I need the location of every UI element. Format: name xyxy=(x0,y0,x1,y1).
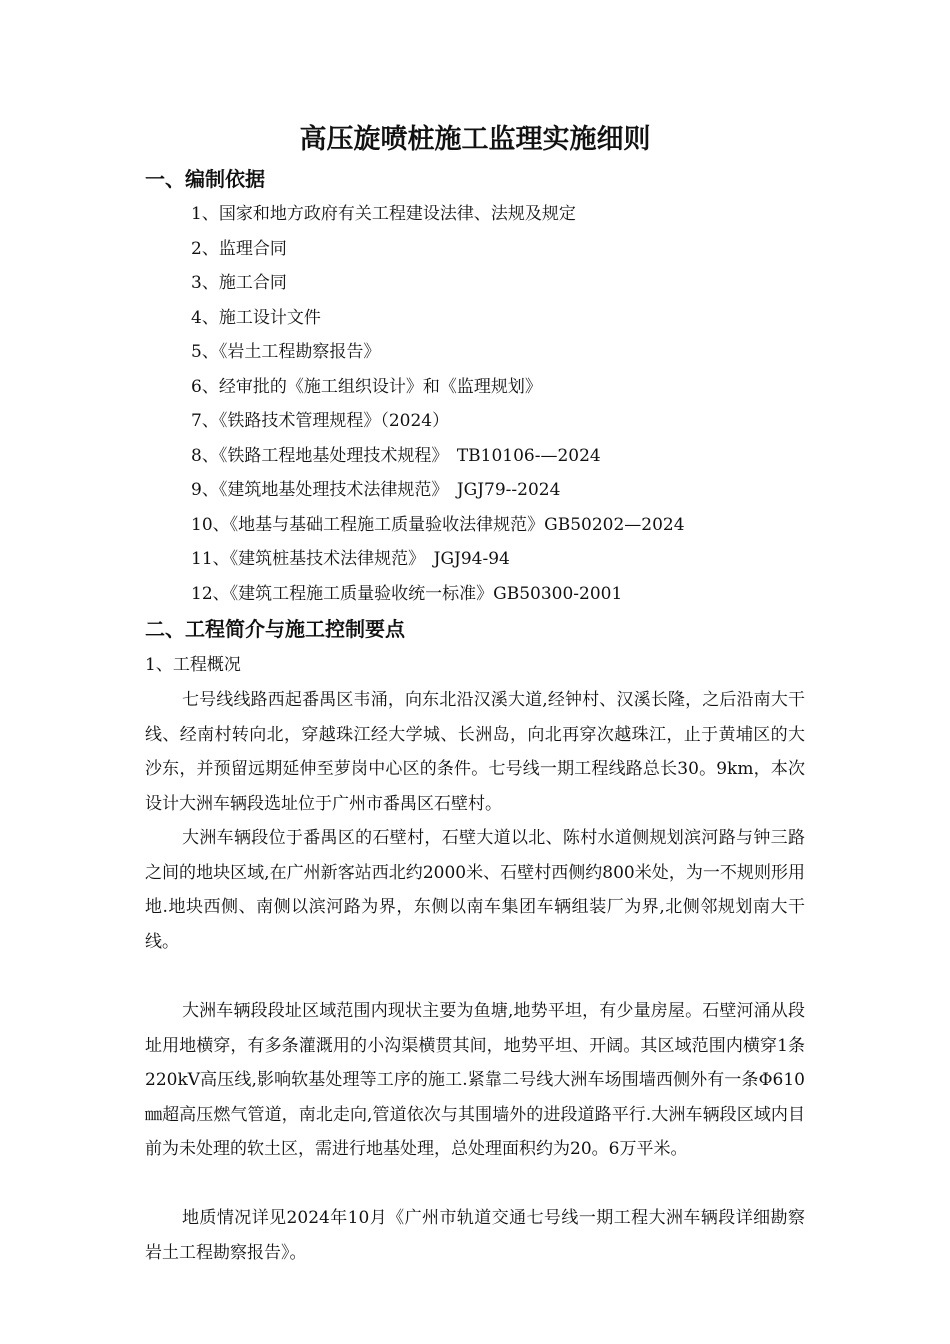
reference-list xyxy=(191,200,685,614)
reference-item: 7、《铁路技术管理规程》（2024） xyxy=(191,411,450,431)
section-heading-basis: 一、编制依据 xyxy=(145,167,265,191)
reference-item: 2、监理合同 xyxy=(191,238,287,259)
paragraph-geology-reference: 地质情况详见2024年10月《广州市轨道交通七号线一期工程大洲车辆段详细勘察岩土工程勘察报告》。 xyxy=(145,1208,805,1263)
reference-item: 8、《铁路工程地基处理技术规程》 TB10106-—2024 xyxy=(191,445,601,466)
paragraph-line-route: 七号线线路西起番禺区韦涌，向东北沿汉溪大道,经钟村、汉溪长隆，之后沿南大干线、经南村转向北，穿越珠江经大学城、长洲岛，向北再穿次越珠江，止于黄埔区的大沙东，并预留远期延伸至萝岗中心区的条件。七号线一期工程线路总长30。9km，本次设计大洲车辆段选址位于广州市番禺区石壁村。 xyxy=(145,690,805,814)
reference-item: 3、施工合同 xyxy=(191,273,287,293)
document-title: 高压旋喷桩施工监理实施细则 xyxy=(299,124,651,155)
section-heading-overview: 二、工程简介与施工控制要点 xyxy=(145,617,405,641)
reference-item: 12、《建筑工程施工质量验收统一标准》GB50300-2001 xyxy=(191,583,623,604)
reference-item: 1、国家和地方政府有关工程建设法律、法规及规定 xyxy=(191,204,576,224)
paragraph-depot-location: 大洲车辆段位于番禺区的石壁村，石壁大道以北、陈村水道侧规划滨河路与钟三路之间的地块区域,在广州新客站西北约2000米、石壁村西侧约800米处，为一不规则形用地.地块西侧、南侧以滨河路为界，东侧以南车集团车辆组装厂为界,北侧邻规划南大干线。 xyxy=(145,828,805,952)
reference-item: 9、《建筑地基处理技术法律规范》 JGJ79--2024 xyxy=(191,480,561,500)
reference-item: 4、施工设计文件 xyxy=(191,307,321,328)
reference-item: 10、《地基与基础工程施工质量验收法律规范》GB50202—2024 xyxy=(191,514,685,535)
paragraph-site-conditions: 大洲车辆段段址区域范围内现状主要为鱼塘,地势平坦，有少量房屋。石壁河涌从段址用地横穿，有多条灌溉用的小沟渠横贯其间，地势平坦、开阔。其区域范围内横穿1条220kV高压线,影响软基处理等工序的施工.紧靠二号线大洲车场围墙西侧外有一条Φ610㎜超高压燃气管道，南北走向,管道依次与其围墙外的进段道路平行.大洲车辆段区域内目前为未处理的软土区，需进行地基处理，总处理面积约为20。6万平米。 xyxy=(145,1001,805,1160)
subsection-heading-project-overview: 1、工程概况 xyxy=(145,655,241,675)
reference-item: 6、经审批的《施工组织设计》和《监理规划》 xyxy=(191,376,542,397)
reference-item: 11、《建筑桩基技术法律规范》 JGJ94-94 xyxy=(191,549,510,569)
reference-item: 5、《岩土工程勘察报告》 xyxy=(191,342,381,362)
